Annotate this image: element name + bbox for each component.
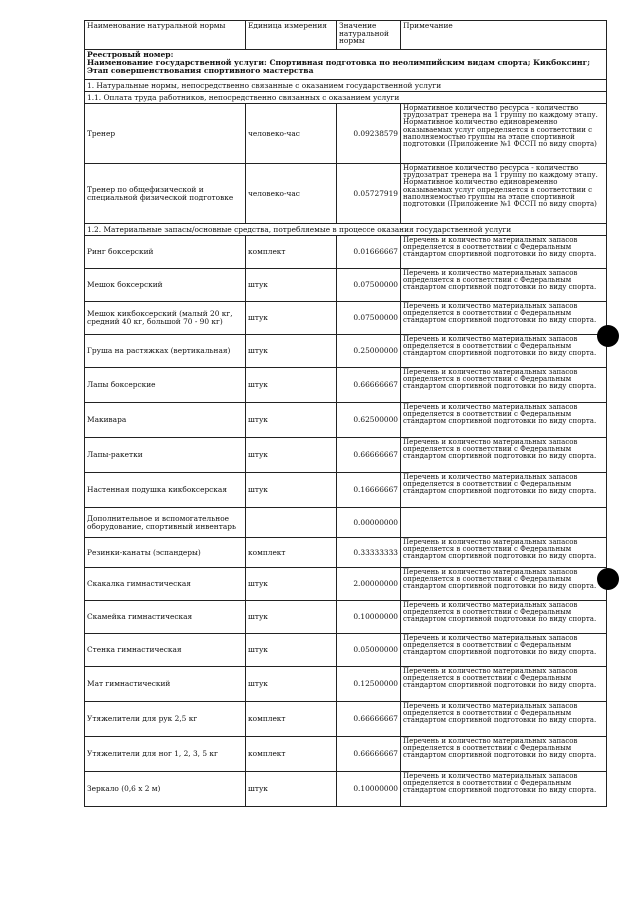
- table-row: [85, 737, 607, 772]
- row-name: Утяжелители для ног 1, 2, 3, 5 кг: [85, 737, 246, 772]
- row-note: Перечень и количество материальных запасов определяется в соответствии с Федеральным стандартом спортивной подготовки по виду спорта.: [401, 473, 607, 508]
- row-value: 0.66666667: [337, 438, 401, 473]
- service-title-row: [85, 50, 607, 80]
- row-unit: штук: [246, 772, 337, 807]
- row-name: Скамейка гимнастическая: [85, 601, 246, 634]
- row-value: 0.16666667: [337, 473, 401, 508]
- row-note: Перечень и количество материальных запасов определяется в соответствии с Федеральным стандартом спортивной подготовки по виду спорта.: [401, 368, 607, 403]
- row-unit: комплект: [246, 538, 337, 568]
- row-unit: человеко-час: [246, 104, 337, 164]
- row-note: Перечень и количество материальных запасов определяется в соответствии с Федеральным стандартом спортивной подготовки по виду спорта.: [401, 403, 607, 438]
- row-value: 2.00000000: [337, 568, 401, 601]
- table-row: [85, 438, 607, 473]
- punch-hole-mark: [597, 325, 619, 347]
- row-unit: комплект: [246, 702, 337, 737]
- table-row: [85, 104, 607, 164]
- table-row: [85, 702, 607, 737]
- row-note: [401, 508, 607, 538]
- header-name: Наименование натуральной нормы: [85, 21, 246, 50]
- row-name: Скакалка гимнастическая: [85, 568, 246, 601]
- table-row: [85, 403, 607, 438]
- row-name: Ринг боксерский: [85, 236, 246, 269]
- row-unit: штук: [246, 473, 337, 508]
- row-note: Перечень и количество материальных запасов определяется в соответствии с Федеральным стандартом спортивной подготовки по виду спорта.: [401, 335, 607, 368]
- row-note: Перечень и количество материальных запасов определяется в соответствии с Федеральным стандартом спортивной подготовки по виду спорта.: [401, 702, 607, 737]
- row-name: Мешок боксерский: [85, 269, 246, 302]
- row-note: Перечень и количество материальных запасов определяется в соответствии с Федеральным стандартом спортивной подготовки по виду спорта.: [401, 568, 607, 601]
- table-row: [85, 164, 607, 224]
- row-name: Тренер по общефизической и специальной физической подготовке: [85, 164, 246, 224]
- header-unit: Единица измерения: [246, 21, 337, 50]
- table-row: [85, 335, 607, 368]
- table-row: [85, 508, 607, 538]
- row-value: 0.10000000: [337, 772, 401, 807]
- row-unit: штук: [246, 667, 337, 702]
- table-row: [85, 634, 607, 667]
- row-unit: штук: [246, 403, 337, 438]
- section-1-1-label: 1.1. Оплата труда работников, непосредственно связанных с оказанием услуги: [85, 92, 607, 104]
- row-value: 0.00000000: [337, 508, 401, 538]
- row-name: Стенка гимнастическая: [85, 634, 246, 667]
- row-name: Лапы-ракетки: [85, 438, 246, 473]
- row-name: Дополнительное и вспомогательное оборудование, спортивный инвентарь: [85, 508, 246, 538]
- row-unit: штук: [246, 568, 337, 601]
- table-row: [85, 601, 607, 634]
- table-row: [85, 667, 607, 702]
- table-row: [85, 269, 607, 302]
- row-unit: штук: [246, 335, 337, 368]
- row-note: Перечень и количество материальных запасов определяется в соответствии с Федеральным стандартом спортивной подготовки по виду спорта.: [401, 634, 607, 667]
- section-1-1-row: [85, 92, 607, 104]
- section-1-2-label: 1.2. Материальные запасы/основные средства, потребляемые в процессе оказания государственной услуги: [85, 224, 607, 236]
- table-row: [85, 473, 607, 508]
- row-note: Перечень и количество материальных запасов определяется в соответствии с Федеральным стандартом спортивной подготовки по виду спорта.: [401, 269, 607, 302]
- row-note: Перечень и количество материальных запасов определяется в соответствии с Федеральным стандартом спортивной подготовки по виду спорта.: [401, 538, 607, 568]
- service-name: Наименование государственной услуги: Спортивная подготовка по неолимпийским видам спорта; Кикбоксинг; Этап совершенствования спортивного мастерства: [87, 58, 591, 76]
- row-unit: [246, 508, 337, 538]
- row-note: Перечень и количество материальных запасов определяется в соответствии с Федеральным стандартом спортивной подготовки по виду спорта.: [401, 737, 607, 772]
- row-value: 0.05727919: [337, 164, 401, 224]
- row-value: 0.05000000: [337, 634, 401, 667]
- row-value: 0.66666667: [337, 702, 401, 737]
- table-row: [85, 538, 607, 568]
- norms-table: [84, 20, 607, 807]
- row-unit: штук: [246, 368, 337, 403]
- row-name: Макивара: [85, 403, 246, 438]
- header-value: Значение натуральной нормы: [337, 21, 401, 50]
- table-row: [85, 568, 607, 601]
- row-note: Перечень и количество материальных запасов определяется в соответствии с Федеральным стандартом спортивной подготовки по виду спорта.: [401, 667, 607, 702]
- row-unit: комплект: [246, 236, 337, 269]
- header-row: [85, 21, 607, 50]
- row-unit: штук: [246, 601, 337, 634]
- registry-number: Реестровый номер:: [87, 50, 174, 59]
- row-note: Перечень и количество материальных запасов определяется в соответствии с Федеральным стандартом спортивной подготовки по виду спорта.: [401, 236, 607, 269]
- norms-document: [84, 20, 606, 807]
- row-value: 0.01666667: [337, 236, 401, 269]
- row-name: Мешок кикбоксерский (малый 20 кг, средний 40 кг, большой 70 - 90 кг): [85, 302, 246, 335]
- section-1-label: 1. Натуральные нормы, непосредственно связанные с оказанием государственной услуги: [85, 80, 607, 92]
- row-note: Перечень и количество материальных запасов определяется в соответствии с Федеральным стандартом спортивной подготовки по виду спорта.: [401, 601, 607, 634]
- row-note: Перечень и количество материальных запасов определяется в соответствии с Федеральным стандартом спортивной подготовки по виду спорта.: [401, 438, 607, 473]
- row-value: 0.25000000: [337, 335, 401, 368]
- row-unit: штук: [246, 302, 337, 335]
- row-value: 0.33333333: [337, 538, 401, 568]
- section-1-2-row: [85, 224, 607, 236]
- table-row: [85, 772, 607, 807]
- row-unit: штук: [246, 269, 337, 302]
- row-name: Резинки-канаты (эспандеры): [85, 538, 246, 568]
- row-value: 0.12500000: [337, 667, 401, 702]
- table-row: [85, 302, 607, 335]
- row-name: Зеркало (0,6 х 2 м): [85, 772, 246, 807]
- row-unit: комплект: [246, 737, 337, 772]
- row-note: Нормативное количество ресурса - количество трудозатрат тренера на 1 группу по каждому этапу. Нормативное количество единовременно оказываемых услуг определяется в соответствии с наполняемостью группы на этапе спортивной подготовки (Приложение №1 ФССП по виду спорта): [401, 164, 607, 224]
- row-value: 0.07500000: [337, 302, 401, 335]
- row-value: 0.07500000: [337, 269, 401, 302]
- row-value: 0.10000000: [337, 601, 401, 634]
- row-name: Тренер: [85, 104, 246, 164]
- row-name: Мат гимнастический: [85, 667, 246, 702]
- row-value: 0.66666667: [337, 368, 401, 403]
- section-1-row: [85, 80, 607, 92]
- row-value: 0.66666667: [337, 737, 401, 772]
- row-unit: человеко-час: [246, 164, 337, 224]
- row-name: Настенная подушка кикбоксерская: [85, 473, 246, 508]
- row-unit: штук: [246, 634, 337, 667]
- row-value: 0.09238579: [337, 104, 401, 164]
- table-row: [85, 236, 607, 269]
- table-row: [85, 368, 607, 403]
- row-unit: штук: [246, 438, 337, 473]
- row-value: 0.62500000: [337, 403, 401, 438]
- row-note: Нормативное количество ресурса - количество трудозатрат тренера на 1 группу по каждому этапу. Нормативное количество единовременно оказываемых услуг определяется в соответствии с наполняемостью группы на этапе спортивной подготовки (Приложение №1 ФССП по виду спорта): [401, 104, 607, 164]
- header-note: Примечание: [401, 21, 607, 50]
- row-name: Утяжелители для рук 2,5 кг: [85, 702, 246, 737]
- punch-hole-mark: [597, 568, 619, 590]
- row-name: Груша на растяжках (вертикальная): [85, 335, 246, 368]
- row-note: Перечень и количество материальных запасов определяется в соответствии с Федеральным стандартом спортивной подготовки по виду спорта.: [401, 772, 607, 807]
- row-name: Лапы боксерские: [85, 368, 246, 403]
- service-title: [85, 50, 607, 80]
- row-note: Перечень и количество материальных запасов определяется в соответствии с Федеральным стандартом спортивной подготовки по виду спорта.: [401, 302, 607, 335]
